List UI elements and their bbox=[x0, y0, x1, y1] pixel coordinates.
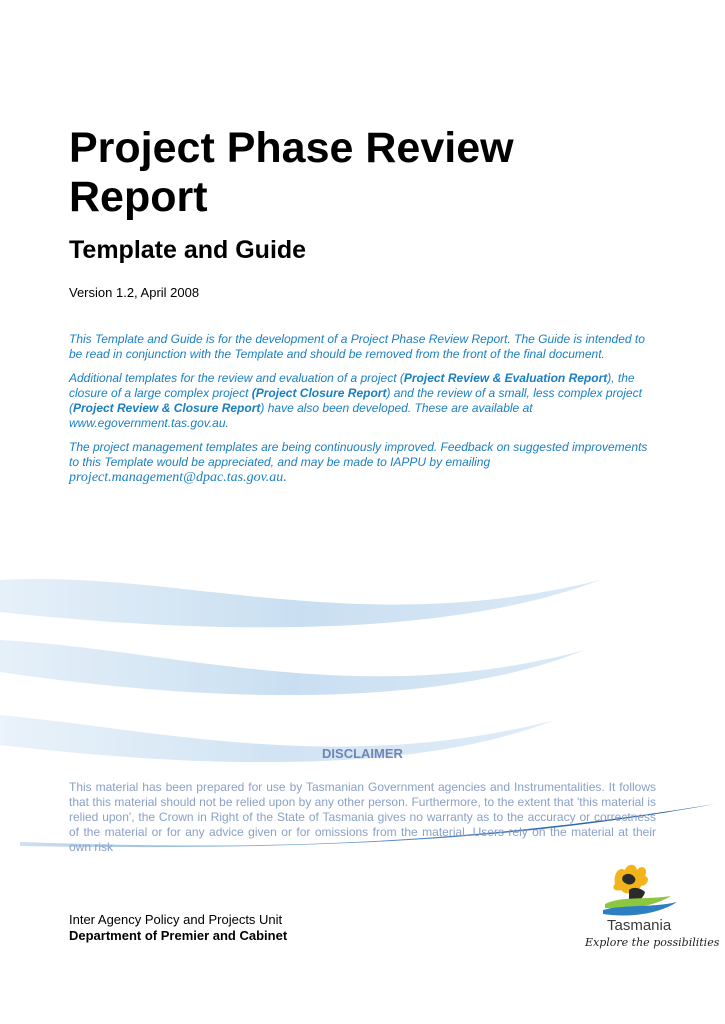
intro-text bbox=[69, 332, 659, 494]
template-name-review-evaluation: Project Review & Evaluation Report bbox=[403, 371, 608, 385]
publisher-block bbox=[69, 912, 287, 944]
department-name: Department of Premier and Cabinet bbox=[69, 928, 288, 943]
document-subtitle: Template and Guide bbox=[69, 236, 307, 264]
template-name-review-closure: Project Review & Closure Report bbox=[73, 401, 261, 415]
feedback-email-link[interactable]: project.management@dpac.tas.gov.au. bbox=[69, 470, 287, 485]
disclaimer-body: This material has been prepared for use by Tasmanian Government agencies and Instrumentalities. It follows that this material should not be relied upon by any other person. Furthermore, to the extent that 'this material is relied upon', the Crown in Right of the State of Tasmania gives no warranty as to the accuracy or correctness of the material or for any advice given or for omissions from the material. Users rely on the material at their own risk bbox=[69, 780, 656, 854]
intro-p2-text-1: Additional templates for the review and evaluation of a project ( bbox=[69, 371, 404, 385]
document-title: Project Phase Review Report bbox=[69, 124, 514, 221]
intro-p3-text: The project management templates are being continuously improved. Feedback on suggested improvements to this Template would be appreciated, and may be made to IAPPU by emailing bbox=[69, 440, 648, 469]
intro-p2-text-3: ) and the review of a small, less complex project ( bbox=[69, 386, 642, 415]
unit-name: Inter Agency Policy and Projects Unit bbox=[69, 912, 283, 927]
intro-p2-text-4: ) have also been developed. These are available at www.egovernment.tas.gov.au. bbox=[69, 401, 533, 430]
intro-paragraph-2 bbox=[69, 371, 659, 431]
version-line: Version 1.2, April 2008 bbox=[69, 285, 200, 300]
logo-tagline: Explore the possibilities bbox=[585, 936, 720, 949]
wave-band-2 bbox=[0, 640, 585, 695]
disclaimer-heading: DISCLAIMER bbox=[322, 746, 403, 761]
template-name-closure: (Project Closure Report bbox=[251, 386, 387, 400]
intro-p2-text-2: ), the closure of a large complex project bbox=[69, 371, 635, 400]
intro-paragraph-1: This Template and Guide is for the development of a Project Phase Review Report. The Guide is intended to be read in conjunction with the Template and should be removed from the front of the final document. bbox=[69, 332, 645, 361]
intro-paragraph-3 bbox=[69, 440, 659, 485]
logo-wordmark: Tasmania bbox=[607, 917, 672, 934]
wave-band-1 bbox=[0, 579, 600, 627]
